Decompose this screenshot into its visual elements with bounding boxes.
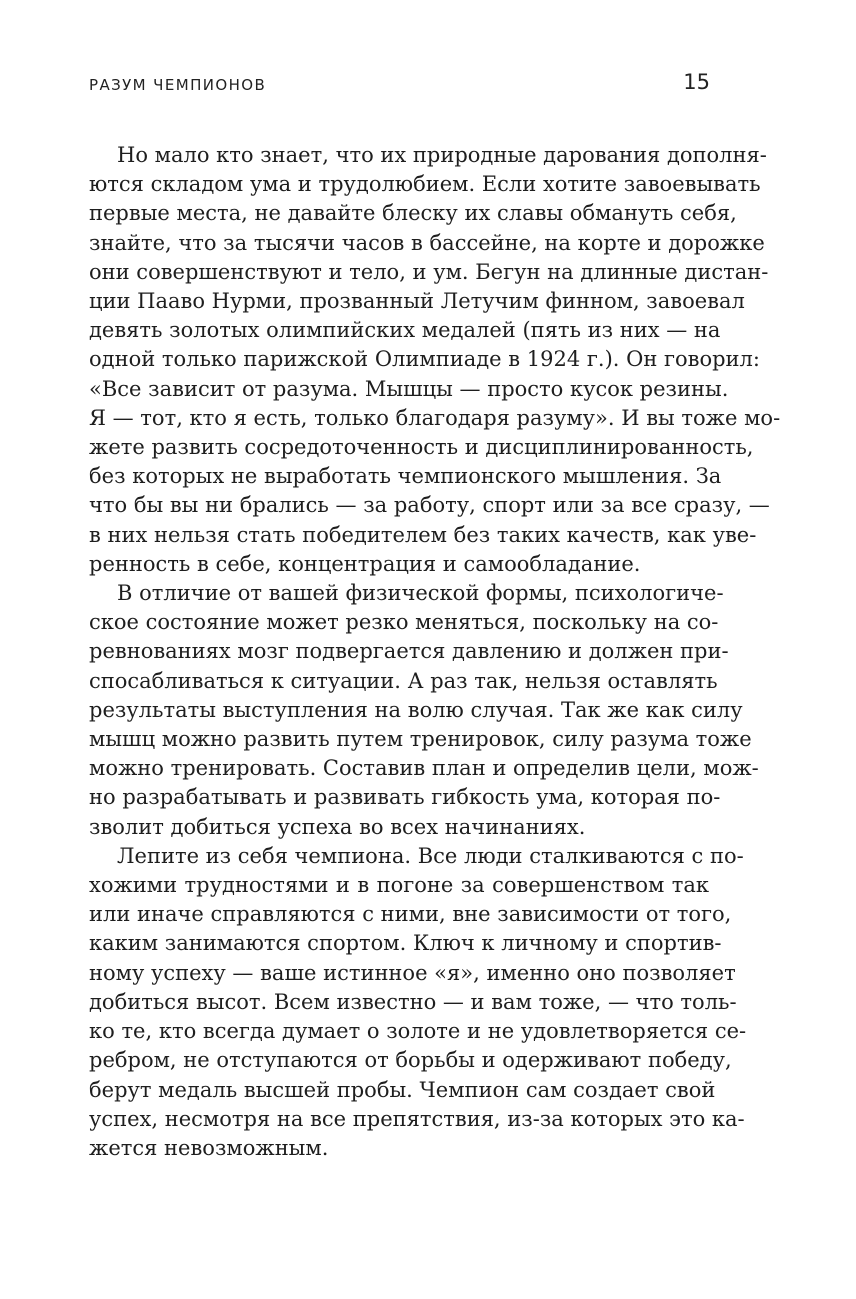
text-line: результаты выступления на волю случая. Так же как силу: [89, 697, 743, 722]
paragraph: [89, 141, 781, 579]
text-line: одной только парижской Олимпиаде в 1924 г.). Он говорил:: [89, 347, 760, 372]
text-line: но разрабатывать и развивать гибкость ума, которая по-: [89, 785, 721, 810]
paragraph: [89, 842, 747, 1163]
text-line: хожими трудностями и в погоне за совершенством так: [89, 873, 709, 898]
text-line: они совершенствуют и тело, и ум. Бегун на длинные дистан-: [89, 259, 769, 284]
text-line: ются складом ума и трудолюбием. Если хотите завоевывать: [89, 172, 761, 197]
text-line: каким занимаются спортом. Ключ к личному и спортив-: [89, 931, 722, 956]
text-line: успех, несмотря на все препятствия, из-за которых это ка-: [89, 1106, 745, 1131]
text-line: Но мало кто знает, что их природные дарования дополня-: [117, 143, 767, 167]
text-line: берут медаль высшей пробы. Чемпион сам создает свой: [89, 1077, 716, 1102]
text-line: девять золотых олимпийских медалей (пять из них — на: [89, 318, 721, 343]
text-line: Я — тот, кто я есть, только благодаря разуму». И вы тоже мо-: [89, 405, 781, 430]
body-text: [89, 141, 781, 1163]
text-line: первые места, не давайте блеску их славы обмануть себя,: [89, 201, 737, 226]
page-number: 15: [683, 70, 710, 94]
text-line: ренность в себе, концентрация и самообладание.: [89, 551, 641, 576]
text-line: или иначе справляются с ними, вне зависимости от того,: [89, 902, 732, 927]
text-line: жется невозможным.: [89, 1135, 329, 1160]
text-line: в них нельзя стать победителем без таких качеств, как уве-: [89, 522, 757, 547]
text-line: ребром, не отступаются от борьбы и одерживают победу,: [89, 1048, 732, 1073]
text-line: ному успеху — ваше истинное «я», именно оно позволяет: [89, 960, 736, 985]
text-line: спосабливаться к ситуации. А раз так, нельзя оставлять: [89, 668, 718, 693]
text-line: добиться высот. Всем известно — и вам тоже, — что толь-: [89, 989, 737, 1014]
text-line: что бы вы ни брались — за работу, спорт или за все сразу, —: [89, 493, 770, 518]
text-line: можно тренировать. Составив план и определив цели, мож-: [89, 756, 759, 781]
text-line: мышц можно развить путем тренировок, силу разума тоже: [89, 727, 752, 752]
text-line: ко те, кто всегда думает о золоте и не удовлетворяется се-: [89, 1019, 747, 1044]
text-line: ское состояние может резко меняться, поскольку на со-: [89, 610, 719, 635]
text-line: ции Пааво Нурми, прозванный Летучим финном, завоевал: [89, 289, 745, 314]
text-line: «Все зависит от разума. Мышцы — просто кусок резины.: [89, 376, 729, 401]
text-line: Лепите из себя чемпиона. Все люди сталкиваются с по-: [117, 843, 744, 868]
running-head: РАЗУМ ЧЕМПИОНОВ: [89, 76, 267, 94]
text-line: зволит добиться успеха во всех начинаниях.: [89, 814, 586, 839]
text-line: жете развить сосредоточенность и дисциплинированность,: [89, 435, 754, 460]
text-line: В отличие от вашей физической формы, психологиче-: [117, 581, 724, 606]
paragraph: [89, 579, 759, 842]
text-line: знайте, что за тысячи часов в бассейне, на корте и дорожке: [89, 230, 765, 255]
text-line: ревнованиях мозг подвергается давлению и должен при-: [89, 639, 729, 664]
text-line: без которых не выработать чемпионского мышления. За: [89, 464, 722, 489]
